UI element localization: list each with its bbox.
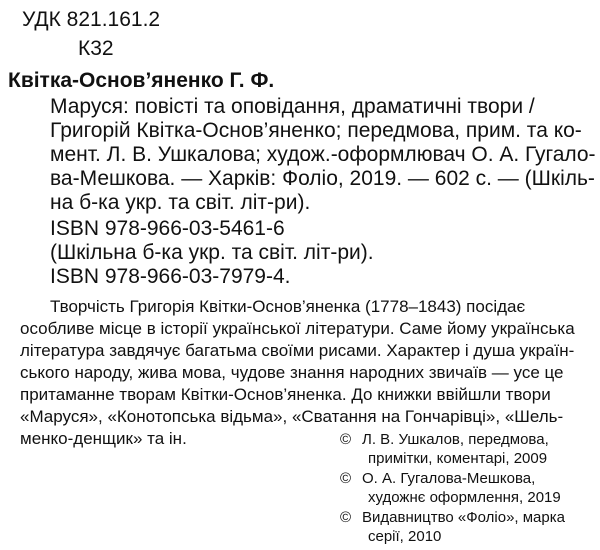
isbn-primary: ISBN 978-966-03-5461-6 xyxy=(50,217,285,240)
copyright-symbol: © xyxy=(340,470,352,487)
description-line: на б-ка укр. та світ. літ-ри). xyxy=(50,191,311,214)
copyright-symbol: © xyxy=(340,509,352,526)
copyright-symbol: © xyxy=(340,431,352,448)
description-line: ва-Мешкова. — Харків: Фоліо, 2019. — 602 с. — (Шкіль- xyxy=(50,167,595,190)
copyright-line: художнє оформлення, 2019 xyxy=(368,489,561,506)
copyright-line: примітки, коментарі, 2009 xyxy=(368,450,548,467)
annotation-line: притаманне творам Квітки-Основ’яненка. До книжки ввійшли твори xyxy=(20,385,551,404)
annotation-line: Творчість Григорія Квітки-Основ’яненка (1778–1843) посідає xyxy=(50,297,526,316)
annotation-line: «Маруся», «Конотопська відьма», «Сватання на Гончарівці», «Шель- xyxy=(20,407,564,426)
copyright-line: © О. А. Гугалова-Мешкова, xyxy=(340,470,536,487)
copyright-line: © Л. В. Ушкалов, передмова, xyxy=(340,431,549,448)
description-line: Маруся: повісті та оповідання, драматичні твори / xyxy=(50,95,535,118)
cutter-number: К32 xyxy=(78,37,114,60)
series-note: (Шкільна б-ка укр. та світ. літ-ри). xyxy=(50,241,374,264)
annotation-line: ського народу, жива мова, чудове знання народних звичаїв — усе це xyxy=(20,363,564,382)
copyright-line: серії, 2010 xyxy=(368,528,442,545)
description-line: Григорій Квітка-Основ’яненко; передмова, прим. та ко- xyxy=(50,119,582,142)
udk-code: УДК 821.161.2 xyxy=(22,8,161,31)
annotation-line: менко-денщик» та ін. xyxy=(20,429,187,448)
annotation-line: література завдячує багатьма своїми рисами. Характер і душа україн- xyxy=(20,341,575,360)
annotation-line: особливе місце в історії української літератури. Саме йому українська xyxy=(20,319,575,338)
author-heading: Квітка-Основ’яненко Г. Ф. xyxy=(8,69,275,92)
isbn-secondary: ISBN 978-966-03-7979-4. xyxy=(50,265,291,288)
copyright-line: © Видавництво «Фоліо», марка xyxy=(340,509,565,526)
description-line: мент. Л. В. Ушкалова; худож.-оформлювач О. А. Гугало- xyxy=(50,143,596,166)
